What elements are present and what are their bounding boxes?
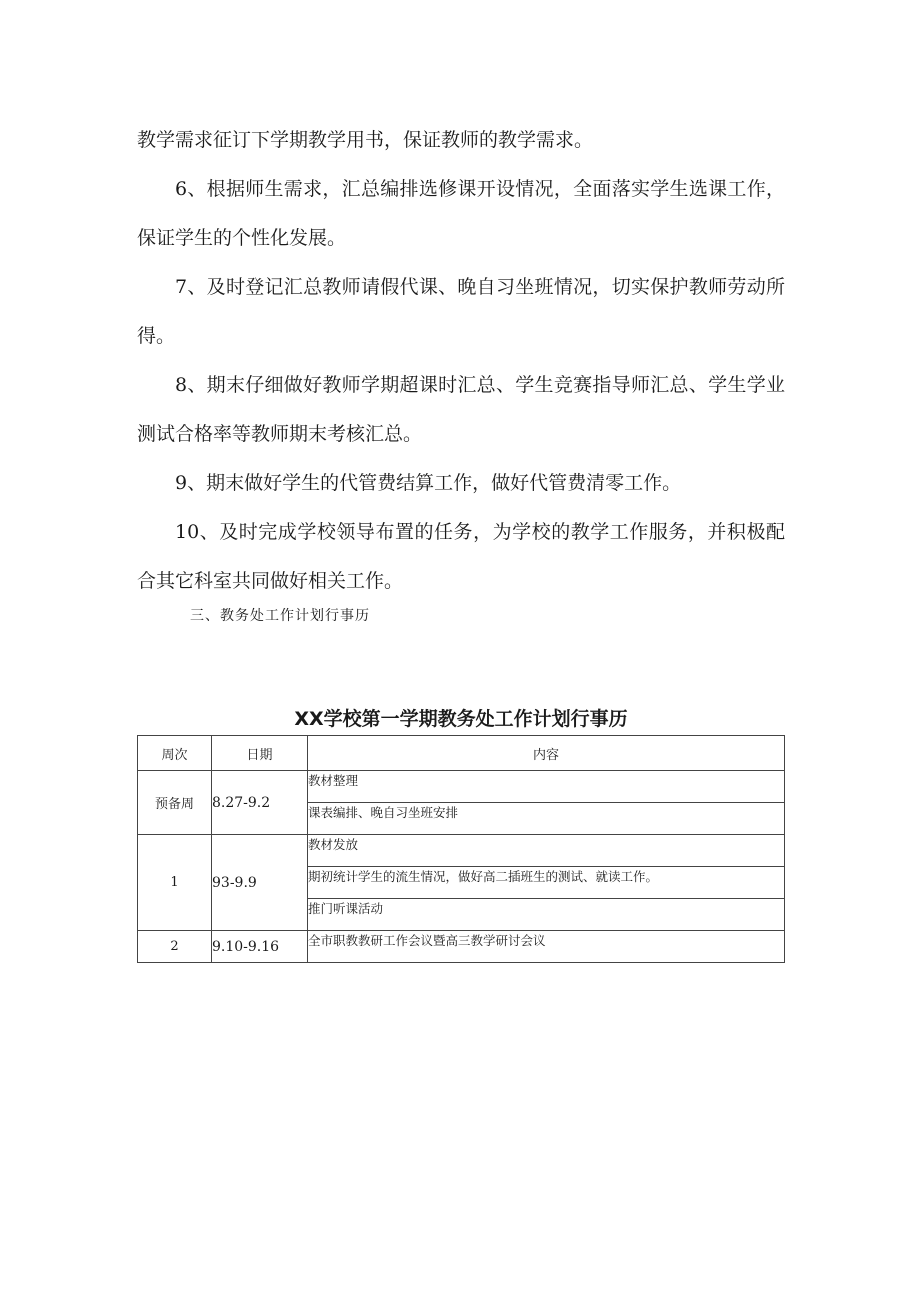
content-cell: 教材整理 [308,771,785,803]
header-week: 周次 [138,736,212,771]
date-cell: 8.27-9.2 [212,771,308,835]
week-cell: 预备周 [138,771,212,835]
week-cell: 1 [138,835,212,931]
week-cell: 2 [138,931,212,963]
section-heading: 三、教务处工作计划行事历 [190,608,370,624]
date-cell: 93-9.9 [212,835,308,931]
content-cell: 全市职教教研工作会议暨高三教学研讨会议 [308,931,785,963]
header-content: 内容 [308,736,785,771]
content-cell: 课表编排、晚自习坐班安排 [308,803,785,835]
table-title: XX学校第一学期教务处工作计划行事历 [294,708,628,730]
paragraph-5-continued: 教学需求征订下学期教学用书，保证教师的教学需求。 [137,129,594,151]
table-header-row [138,736,785,771]
table-row [138,835,785,867]
date-cell: 9.10-9.16 [212,931,308,963]
paragraph-item-10: 10、及时完成学校领导布置的任务，为学校的教学工作服务，并积极配合其它科室共同做好相关工作。 [137,521,785,592]
content-cell: 期初统计学生的流生情况，做好高二插班生的测试、就读工作。 [308,867,785,899]
paragraph-item-6: 6、根据师生需求，汇总编排选修课开设情况，全面落实学生选课工作，保证学生的个性化发展。 [137,178,785,249]
content-cell: 推门听课活动 [308,899,785,931]
table-row [138,931,785,963]
content-cell: 教材发放 [308,835,785,867]
paragraph-item-9: 9、期末做好学生的代管费结算工作，做好代管费清零工作。 [175,472,682,494]
paragraph-item-7: 7、及时登记汇总教师请假代课、晚自习坐班情况，切实保护教师劳动所得。 [137,276,785,347]
table-row [138,771,785,803]
schedule-table [137,735,785,963]
paragraph-item-8: 8、期末仔细做好教师学期超课时汇总、学生竞赛指导师汇总、学生学业测试合格率等教师期末考核汇总。 [137,374,785,445]
header-date: 日期 [212,736,308,771]
